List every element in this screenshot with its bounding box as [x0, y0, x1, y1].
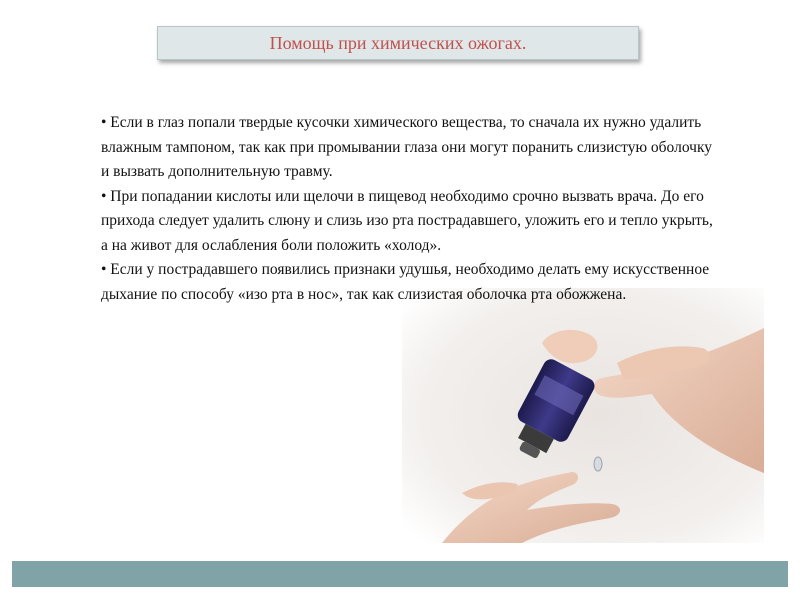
- dropper-bottle-photo: [402, 288, 764, 543]
- paragraph: • Если у пострадавшего появились признаки удушья, необходимо делать ему искусственное дыхание по способу «изо рта в нос», так как слизистая оболочка рта обожжена.: [101, 261, 710, 303]
- paragraph: • Если в глаз попали твердые кусочки химического вещества, то сначала их нужно удалить влажным тампоном, так как при промывании глаза они могут поранить слизистую оболочку и вызвать дополнительную травму.: [101, 114, 713, 180]
- slide-title: Помощь при химических ожогах.: [269, 32, 527, 53]
- body-text: [101, 111, 721, 307]
- title-box: [157, 26, 639, 60]
- paragraph: • При попадании кислоты или щелочи в пищевод необходимо срочно вызвать врача. До его прихода следует удалить слюну и слизь изо рта пострадавшего, уложить его и тепло укрыть, а на живот для ослабления боли положить «холод».: [101, 187, 713, 254]
- footer-bar: [12, 561, 788, 587]
